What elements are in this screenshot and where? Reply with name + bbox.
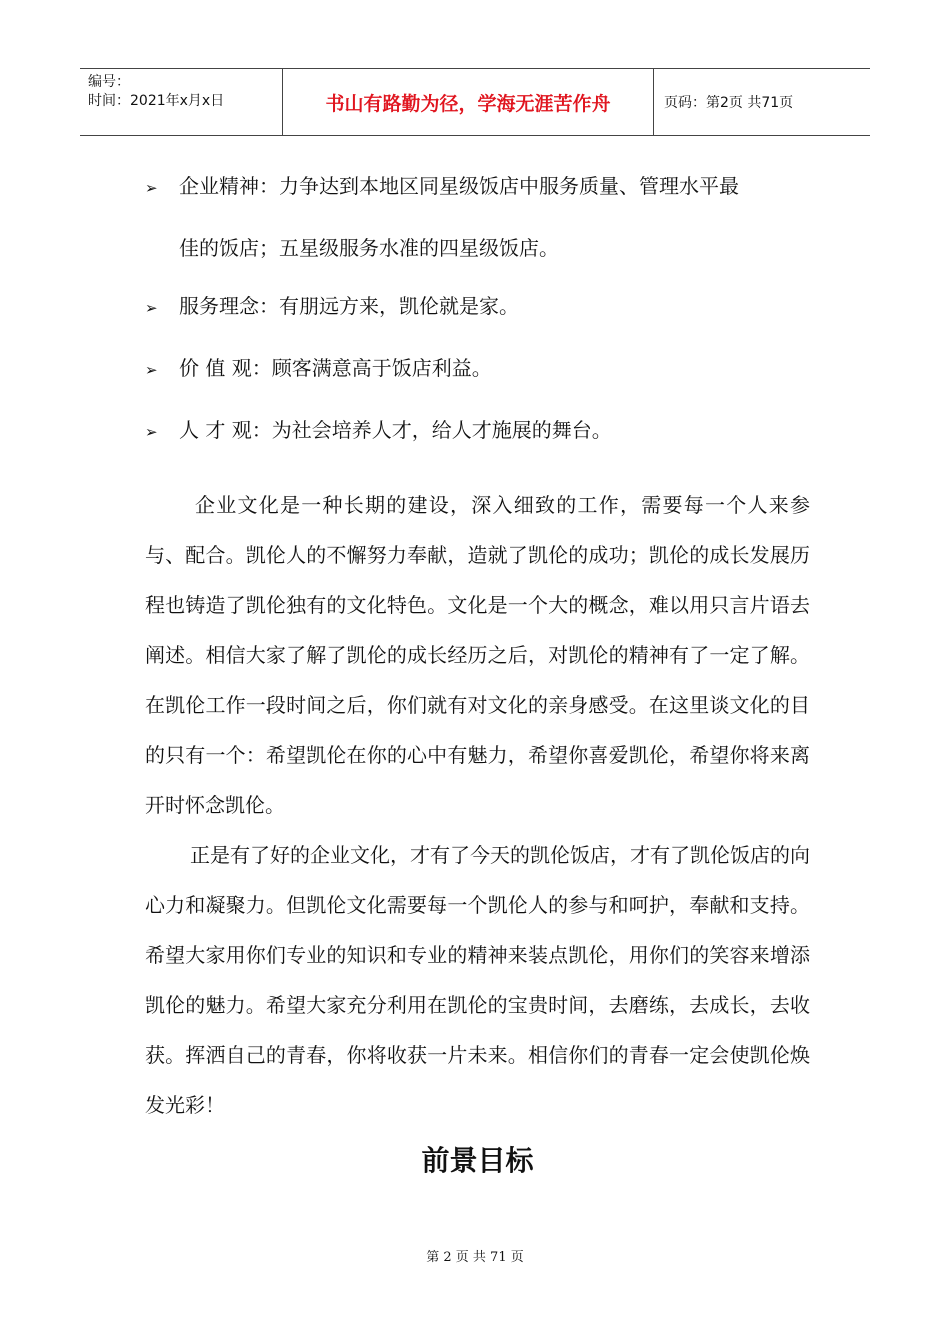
bullet-continuation: 佳的饭店；五星级服务水准的四星级饭店。	[179, 236, 559, 260]
header-page-info: 页码：第2页 共71页	[664, 95, 794, 111]
bullet-enterprise-spirit	[145, 160, 810, 216]
arrow-bullet-icon: ➢	[145, 361, 158, 379]
header-motto: 书山有路勤为径，学海无涯苦作舟	[283, 69, 654, 135]
bullet-text: 服务理念：有朋远方来，凯伦就是家。	[179, 294, 519, 318]
document-number-label: 编号：	[88, 74, 130, 90]
header-meta	[80, 69, 283, 135]
document-time: 时间：2021年x月x日	[88, 93, 225, 109]
page-footer: 第 2 页 共 71 页	[426, 1250, 524, 1265]
bullet-text: 价 值 观：顾客满意高于饭店利益。	[179, 356, 492, 380]
bullet-text: 人 才 观：为社会培养人才，给人才施展的舞台。	[179, 418, 612, 442]
paragraph-culture-2: 正是有了好的企业文化，才有了今天的凯伦饭店，才有了凯伦饭店的向心力和凝聚力。但凯伦文化需要每一个凯伦人的参与和呵护，奉献和支持。希望大家用你们专业的知识和专业的精神来装点凯伦，用你们的笑容来增添凯伦的魅力。希望大家充分利用在凯伦的宝贵时间，去磨练，去成长，去收获。挥洒自己的青春，你将收获一片未来。相信你们的青春一定会使凯伦焕发光彩！	[145, 843, 810, 1117]
bullet-text: 企业精神：力争达到本地区同星级饭店中服务质量、管理水平最	[179, 174, 739, 198]
document-body	[145, 160, 810, 1186]
section-title: 前景目标	[421, 1144, 534, 1177]
bullet-talent-view	[145, 404, 810, 466]
arrow-bullet-icon: ➢	[145, 423, 158, 441]
bullet-values	[145, 342, 810, 404]
bullet-service-philosophy	[145, 280, 810, 342]
page-header	[80, 68, 870, 136]
arrow-bullet-icon: ➢	[145, 179, 158, 197]
paragraph-culture: 企业文化是一种长期的建设，深入细致的工作，需要每一个人来参与、配合。凯伦人的不懈努力奉献，造就了凯伦的成功；凯伦的成长发展历程也铸造了凯伦独有的文化特色。文化是一个大的概念，难以用只言片语去阐述。相信大家了解了凯伦的成长经历之后，对凯伦的精神有了一定了解。在凯伦工作一段时间之后，你们就有对文化的亲身感受。在这里谈文化的目的只有一个：希望凯伦在你的心中有魅力，希望你喜爱凯伦，希望你将来离开时怀念凯伦。	[145, 493, 810, 817]
arrow-bullet-icon: ➢	[145, 299, 158, 317]
